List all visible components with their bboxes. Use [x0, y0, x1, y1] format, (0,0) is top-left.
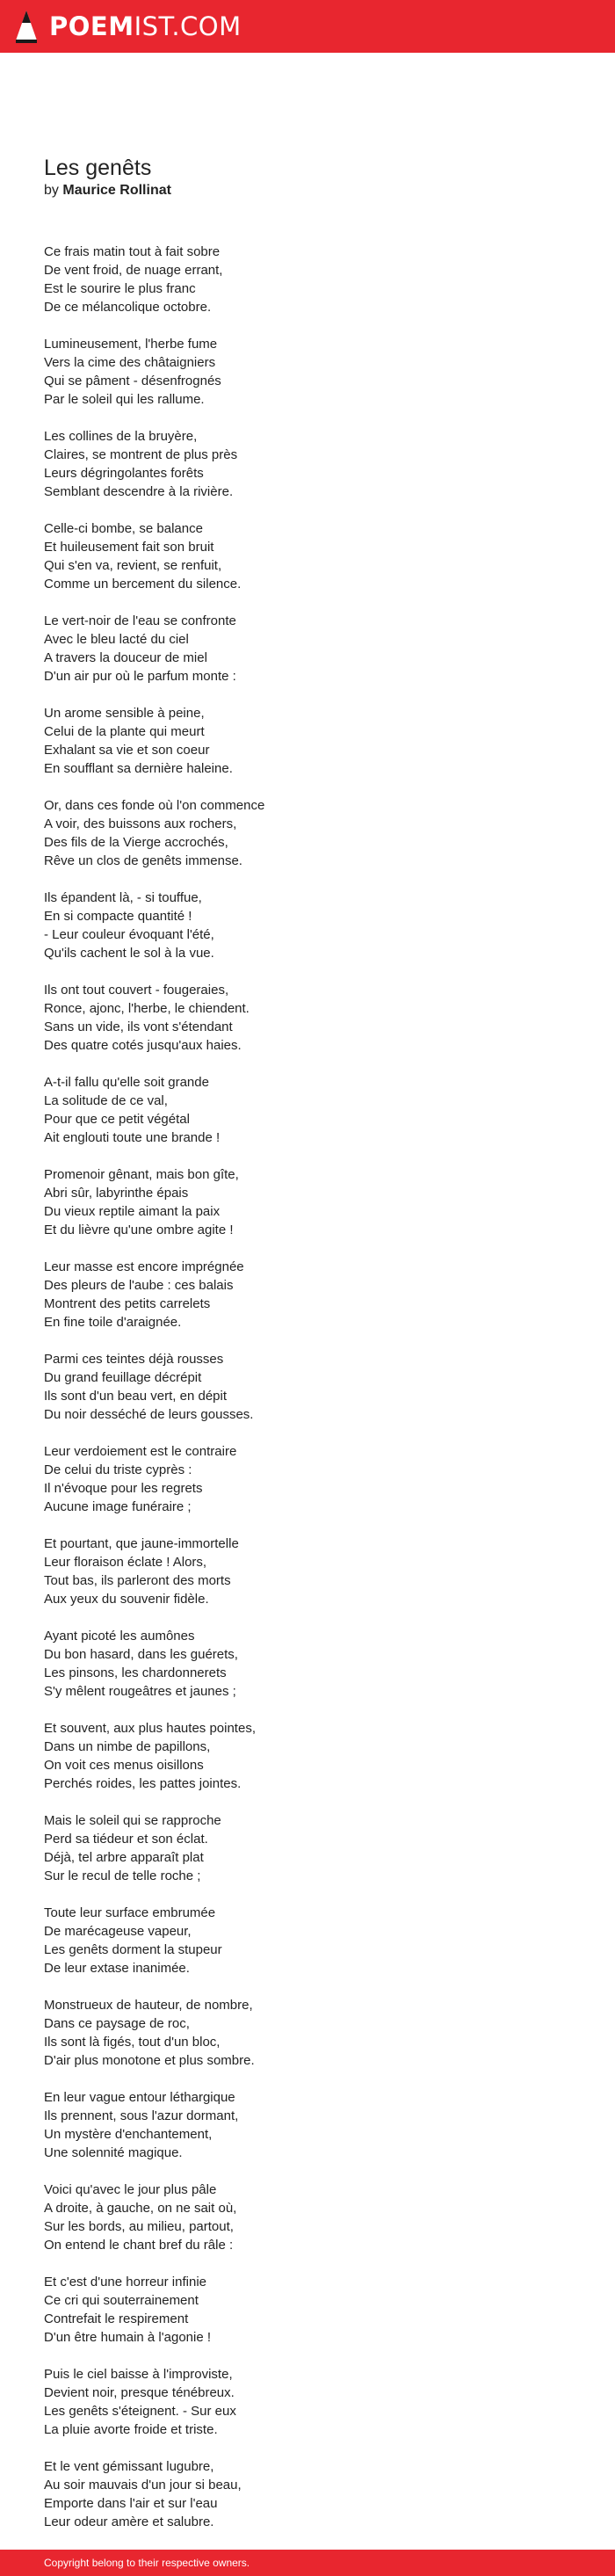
poem-line: Avec le bleu lacté du ciel [44, 632, 189, 647]
poem-line: Ils épandent là, - si touffue, [44, 890, 202, 905]
poem-line: Par le soleil qui les rallume. [44, 392, 205, 407]
poem-line: Puis le ciel baisse à l'improviste, [44, 2367, 233, 2382]
poem-line: De vent froid, de nuage errant, [44, 263, 223, 278]
poem-line: Lumineusement, l'herbe fume [44, 337, 218, 352]
poem-line: Les genêts s'éteignent. - Sur eux [44, 2404, 236, 2419]
poem-line: Un arome sensible à peine, [44, 706, 205, 721]
stanza [44, 889, 571, 962]
stanza [44, 519, 571, 593]
poem-line: Toute leur surface embrumée [44, 1905, 216, 1920]
poem-line: Qui se pâment - désenfrognés [44, 374, 221, 388]
poem-line: Ait englouti toute une brande ! [44, 1130, 221, 1145]
stanza [44, 1627, 571, 1701]
author-name: Maurice Rollinat [62, 183, 171, 198]
poem-line: Sans un vide, ils vont s'étendant [44, 1020, 233, 1034]
poem-line: Est le sourire le plus franc [44, 281, 196, 296]
poem-line: Sur les bords, au milieu, partout, [44, 2219, 234, 2234]
poem-line: Ils sont là figés, tout d'un bloc, [44, 2035, 221, 2050]
site-logo[interactable] [49, 11, 242, 41]
poem-line: Et c'est d'une horreur infinie [44, 2275, 206, 2289]
poem-line: Des pleurs de l'aube : ces balais [44, 1278, 234, 1293]
poem-line: Les genêts dorment la stupeur [44, 1942, 222, 1957]
stanza [44, 1535, 571, 1608]
brand-light-text: IST.COM [134, 11, 242, 41]
stanza [44, 796, 571, 870]
pen-nib-icon[interactable] [14, 9, 39, 44]
poem-line: Du vieux reptile aimant la paix [44, 1204, 221, 1219]
poem-line: Et le vent gémissant lugubre, [44, 2459, 214, 2474]
poem-line: Et huileusement fait son bruit [44, 540, 214, 555]
by-label: by [44, 183, 59, 198]
stanza [44, 2365, 571, 2439]
stanza [44, 335, 571, 409]
poem-line: Aux yeux du souvenir fidèle. [44, 1592, 209, 1607]
poem-line: Le vert-noir de l'eau se confronte [44, 613, 236, 628]
poem-line: Perd sa tiédeur et son éclat. [44, 1832, 208, 1847]
poem-line: Leur masse est encore imprégnée [44, 1259, 244, 1274]
poem-line: Abri sûr, labyrinthe épais [44, 1186, 189, 1201]
poem-line: Comme un bercement du silence. [44, 577, 242, 591]
poem-line: Semblant descendre à la rivière. [44, 484, 234, 499]
poem-line: Un mystère d'enchantement, [44, 2127, 213, 2142]
stanza [44, 1258, 571, 1332]
stanza [44, 243, 571, 316]
stanza [44, 704, 571, 778]
poem-line: Pour que ce petit végétal [44, 1112, 190, 1127]
poem-line: Du noir desséché de leurs gousses. [44, 1407, 254, 1422]
poem-line: Montrent des petits carrelets [44, 1296, 211, 1311]
stanza [44, 1811, 571, 1885]
poem-line: Exhalant sa vie et son coeur [44, 743, 210, 758]
poem-line: Et souvent, aux plus hautes pointes, [44, 1721, 256, 1736]
stanza [44, 1442, 571, 1516]
poem-line: Ils sont d'un beau vert, en dépit [44, 1389, 228, 1404]
poem-line: Aucune image funéraire ; [44, 1499, 192, 1514]
poem-line: De leur extase inanimée. [44, 1961, 190, 1976]
poem-line: Ils prennent, sous l'azur dormant, [44, 2108, 239, 2123]
poem-line: Contrefait le respirement [44, 2311, 189, 2326]
poem-line: Monstrueux de hauteur, de nombre, [44, 1998, 253, 2013]
poem-line: Les pinsons, les chardonnerets [44, 1665, 227, 1680]
poem-line: S'y mêlent rougeâtres et jaunes ; [44, 1684, 236, 1699]
poem-line: Tout bas, ils parleront des morts [44, 1573, 231, 1588]
poem-line: Ils ont tout couvert - fougeraies, [44, 983, 229, 998]
poem-line: Celui de la plante qui meurt [44, 724, 205, 739]
stanza [44, 2181, 571, 2254]
site-header [0, 0, 615, 53]
stanza [44, 981, 571, 1055]
poem-line: Parmi ces teintes déjà rousses [44, 1352, 224, 1367]
poem-content [0, 53, 615, 2531]
poem-line: D'un air pur où le parfum monte : [44, 669, 236, 684]
poem-line: En si compacte quantité ! [44, 909, 192, 924]
poem-line: La pluie avorte froide et triste. [44, 2422, 218, 2437]
poem-line: Perchés roides, les pattes jointes. [44, 1776, 242, 1791]
stanza [44, 1165, 571, 1239]
poem-line: A-t-il fallu qu'elle soit grande [44, 1075, 209, 1090]
poem-line: La solitude de ce val, [44, 1093, 168, 1108]
poem-line: Et du lièvre qu'une ombre agite ! [44, 1223, 234, 1237]
poem-line: Qu'ils cachent le sol à la vue. [44, 946, 214, 961]
stanza [44, 1996, 571, 2070]
poem-line: Dans un nimbe de papillons, [44, 1739, 211, 1754]
poem-line: Déjà, tel arbre apparaît plat [44, 1850, 204, 1865]
poem-line: Devient noir, presque ténébreux. [44, 2385, 235, 2400]
stanza [44, 1350, 571, 1424]
stanza [44, 612, 571, 686]
poem-line: Du grand feuillage décrépit [44, 1370, 202, 1385]
poem-line: Qui s'en va, revient, se renfuit, [44, 558, 222, 573]
poem-line: A travers la douceur de miel [44, 650, 207, 665]
poem-line: Leur verdoiement est le contraire [44, 1444, 237, 1459]
poem-line: En soufflant sa dernière haleine. [44, 761, 233, 776]
poem-line: A droite, à gauche, on ne sait où, [44, 2201, 237, 2216]
poem-line: Emporte dans l'air et sur l'eau [44, 2496, 218, 2511]
poem-line: Claires, se montrent de plus près [44, 447, 238, 462]
stanza [44, 2273, 571, 2347]
poem-line: En fine toile d'araignée. [44, 1315, 182, 1330]
poem-line: En leur vague entour léthargique [44, 2090, 235, 2105]
poem-line: Une solennité magique. [44, 2145, 183, 2160]
poem-line: Du bon hasard, dans les guérets, [44, 1647, 238, 1662]
poem-line: Vers la cime des châtaigniers [44, 355, 216, 370]
poem-line: Ce cri qui souterrainement [44, 2293, 199, 2308]
stanza [44, 427, 571, 501]
poem-line: A voir, des buissons aux rochers, [44, 816, 237, 831]
brand-bold-text: POEM [49, 11, 134, 41]
stanza [44, 1719, 571, 1793]
poem-line: Des fils de la Vierge accrochés, [44, 835, 228, 850]
poem-body [44, 243, 571, 2531]
poem-line: Leur odeur amère et salubre. [44, 2514, 214, 2529]
poem-line: - Leur couleur évoquant l'été, [44, 927, 214, 942]
stanza [44, 1904, 571, 1977]
poem-line: Ce frais matin tout à fait sobre [44, 244, 221, 259]
copyright-text: Copyright belong to their respective owners. [44, 2557, 250, 2569]
poem-line: Ayant picoté les aumônes [44, 1629, 195, 1644]
poem-line: On entend le chant bref du râle : [44, 2238, 234, 2253]
poem-line: De celui du triste cyprès : [44, 1462, 192, 1477]
site-footer [0, 2550, 615, 2576]
stanza [44, 2457, 571, 2531]
poem-line: Sur le recul de telle roche ; [44, 1869, 201, 1883]
poem-line: Mais le soleil qui se rapproche [44, 1813, 221, 1828]
poem-line: Ronce, ajonc, l'herbe, le chiendent. [44, 1001, 250, 1016]
poem-line: Celle-ci bombe, se balance [44, 521, 203, 536]
poem-line: D'un être humain à l'agonie ! [44, 2330, 212, 2345]
poem-line: De marécageuse vapeur, [44, 1924, 192, 1939]
poem-line: Rêve un clos de genêts immense. [44, 853, 242, 868]
poem-line: Au soir mauvais d'un jour si beau, [44, 2478, 242, 2493]
poem-line: On voit ces menus oisillons [44, 1758, 204, 1773]
poem-line: Promenoir gênant, mais bon gîte, [44, 1167, 239, 1182]
stanza [44, 1073, 571, 1147]
poem-line: Les collines de la bruyère, [44, 429, 198, 444]
poem-line: De ce mélancolique octobre. [44, 300, 212, 315]
poem-line: Des quatre cotés jusqu'aux haies. [44, 1038, 242, 1053]
poem-line: Il n'évoque pour les regrets [44, 1481, 203, 1496]
poem-line: D'air plus monotone et plus sombre. [44, 2053, 255, 2068]
poem-line: Leurs dégringolantes forêts [44, 466, 204, 481]
poem-line: Dans ce paysage de roc, [44, 2016, 190, 2031]
poem-line: Leur floraison éclate ! Alors, [44, 1555, 207, 1570]
byline [44, 181, 571, 200]
poem-title: Les genêts [44, 156, 152, 180]
poem-line: Or, dans ces fonde où l'on commence [44, 798, 265, 813]
stanza [44, 2088, 571, 2162]
poem-line: Et pourtant, que jaune-immortelle [44, 1536, 239, 1551]
poem-line: Voici qu'avec le jour plus pâle [44, 2182, 217, 2197]
